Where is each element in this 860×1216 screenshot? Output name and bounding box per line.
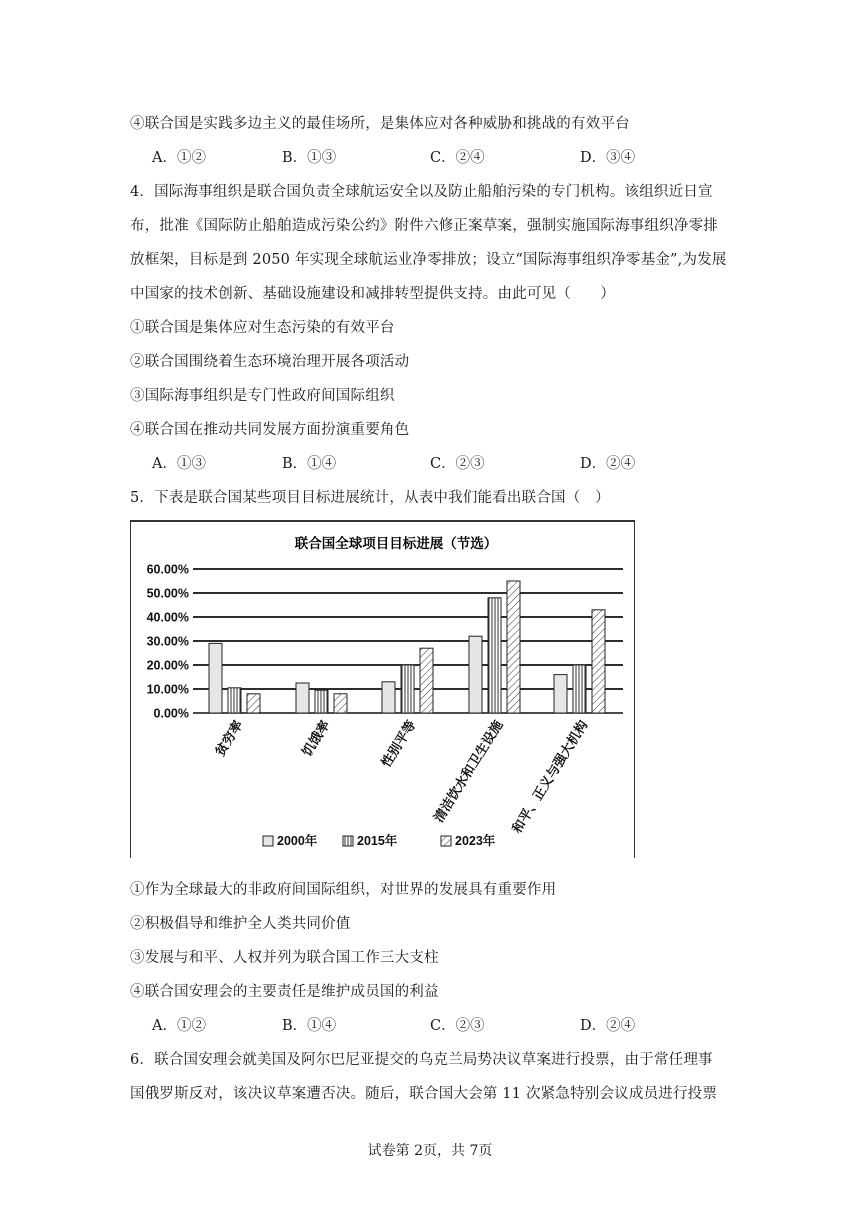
- q4-option-d: D．②④: [580, 456, 636, 472]
- y-tick-label: 40.00%: [146, 610, 189, 625]
- bar: [315, 690, 328, 713]
- q4-option-c: C．②③: [430, 456, 485, 472]
- q4-option-a: A．①③: [152, 456, 206, 472]
- bar-chart: [131, 522, 636, 860]
- q5-option-a: A．①②: [152, 1018, 206, 1034]
- bar: [469, 636, 482, 713]
- legend-swatch: [263, 836, 273, 846]
- bar: [488, 598, 501, 713]
- q5-item-2: ②积极倡导和维护全人类共同价值: [130, 916, 351, 932]
- y-tick-label: 0.00%: [153, 706, 189, 721]
- q3-option-d: D．③④: [580, 150, 636, 166]
- q5-option-b: B．①④: [282, 1018, 337, 1034]
- q5-item-3: ③发展与和平、人权并列为联合国工作三大支柱: [130, 950, 439, 966]
- y-tick-label: 20.00%: [146, 658, 189, 673]
- x-category-label: 性别平等: [379, 718, 420, 771]
- x-category-label: 清洁饮水和卫生设施: [431, 718, 507, 826]
- bar: [247, 694, 260, 713]
- x-category-label: 贫穷率: [212, 718, 247, 760]
- legend-label: 2015年: [357, 834, 398, 848]
- q4-item-4: ④联合国在推动共同发展方面扮演重要角色: [130, 422, 410, 438]
- bar: [382, 682, 395, 713]
- y-tick-label: 30.00%: [146, 634, 189, 649]
- q3-item-4: ④联合国是实践多边主义的最佳场所，是集体应对各种威胁和挑战的有效平台: [130, 116, 630, 132]
- q4-stem-line-1: 4．国际海事组织是联合国负责全球航运安全以及防止船舶污染的专门机构。该组织近日宣: [130, 184, 713, 200]
- q5-item-1: ①作为全球最大的非政府间国际组织，对世界的发展具有重要作用: [130, 882, 557, 898]
- q3-option-a: A．①②: [152, 150, 206, 166]
- q5-stem: 5．下表是联合国某些项目目标进展统计，从表中我们能看出联合国（ ）: [130, 490, 610, 506]
- bar: [209, 643, 222, 713]
- bar: [228, 688, 241, 713]
- bar: [401, 665, 414, 713]
- q4-stem-line-4: 中国家的技术创新、基础设施建设和减排转型提供支持。由此可见（ ）: [130, 286, 616, 302]
- legend-label: 2023年: [455, 834, 496, 848]
- legend-swatch: [441, 836, 451, 846]
- q4-item-2: ②联合国围绕着生态环境治理开展各项活动: [130, 354, 410, 370]
- y-tick-label: 60.00%: [146, 562, 189, 577]
- x-category-label: 和平、正义与强大机构: [509, 718, 592, 837]
- page-footer: 试卷第 2页，共 7页: [367, 1143, 493, 1159]
- x-category-label: 饥饿率: [299, 718, 334, 760]
- q3-option-c: C．②④: [430, 150, 485, 166]
- q4-stem-line-3: 放框架，目标是到 2050 年实现全球航运业净零排放；设立“国际海事组织净零基金”,为发展: [130, 252, 727, 268]
- q4-item-1: ①联合国是集体应对生态污染的有效平台: [130, 320, 395, 336]
- bar: [592, 610, 605, 713]
- bar: [420, 648, 433, 713]
- chart-figure: [130, 520, 635, 858]
- bar: [334, 694, 347, 713]
- bar: [573, 665, 586, 713]
- chart-title: 联合国全球项目目标进展（节选）: [294, 536, 498, 552]
- y-tick-label: 50.00%: [146, 586, 189, 601]
- q3-option-b: B．①③: [282, 150, 337, 166]
- legend-label: 2000年: [277, 834, 318, 848]
- q5-option-c: C．②③: [430, 1018, 485, 1034]
- q5-item-4: ④联合国安理会的主要责任是维护成员国的利益: [130, 984, 439, 1000]
- bar: [554, 675, 567, 713]
- q4-option-b: B．①④: [282, 456, 337, 472]
- bar: [296, 683, 309, 713]
- bar: [507, 581, 520, 713]
- q6-stem-line-2: 国俄罗斯反对，该决议草案遭否决。随后，联合国大会第 11 次紧急特别会议成员进行投票: [130, 1086, 718, 1102]
- y-tick-label: 10.00%: [146, 682, 189, 697]
- legend-swatch: [343, 836, 353, 846]
- q5-option-d: D．②④: [580, 1018, 636, 1034]
- q6-stem-line-1: 6．联合国安理会就美国及阿尔巴尼亚提交的乌克兰局势决议草案进行投票，由于常任理事: [130, 1052, 713, 1068]
- q4-item-3: ③国际海事组织是专门性政府间国际组织: [130, 388, 395, 404]
- q4-stem-line-2: 布，批准《国际防止船舶造成污染公约》附件六修正案草案，强制实施国际海事组织净零排: [130, 218, 718, 234]
